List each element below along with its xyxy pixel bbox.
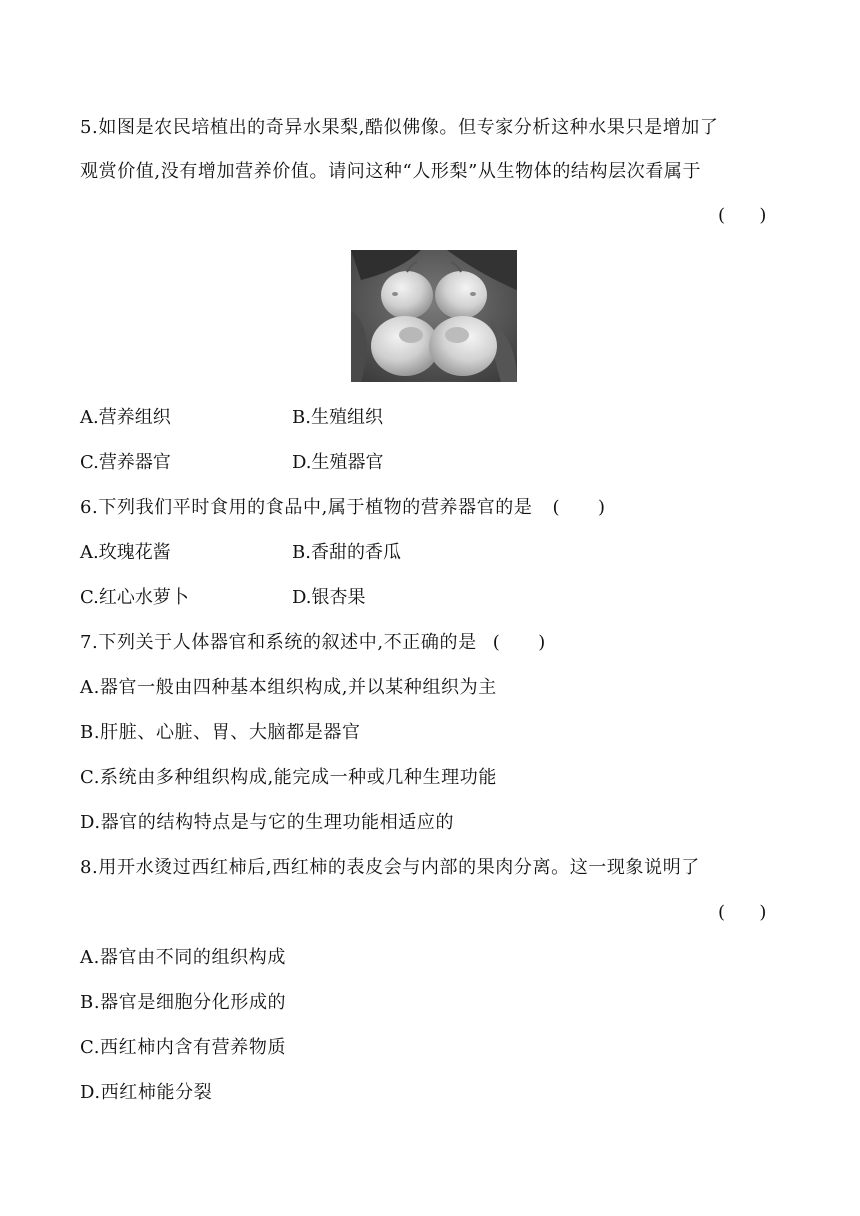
q5-stem-line1: 5.如图是农民培植出的奇异水果梨,酷似佛像。但专家分析这种水果只是增加了 [80, 117, 719, 138]
pear-figure-image [351, 250, 517, 382]
q8-answer-paren: ( ) [718, 902, 767, 923]
q8-option-d: D.西红柿能分裂 [80, 1082, 213, 1103]
q7-answer-paren: ( ) [492, 632, 546, 653]
q8-option-a: A.器官由不同的组织构成 [80, 947, 286, 968]
q7-stem-text: 7.下列关于人体器官和系统的叙述中,不正确的是 [80, 632, 477, 653]
q7-option-c: C.系统由多种组织构成,能完成一种或几种生理功能 [80, 767, 497, 788]
q7-option-b: B.肝脏、心脏、胃、大脑都是器官 [80, 722, 361, 743]
q7-stem [80, 631, 546, 655]
q7-option-a: A.器官一般由四种基本组织构成,并以某种组织为主 [80, 677, 497, 698]
q5-stem-line2: 观赏价值,没有增加营养价值。请问这种“人形梨”从生物体的结构层次看属于 [80, 161, 702, 182]
q6-answer-paren: ( ) [552, 497, 606, 518]
q5-option-b: B.生殖组织 [292, 407, 383, 428]
q6-option-b: B.香甜的香瓜 [292, 542, 401, 563]
q7-option-d: D.器官的结构特点是与它的生理功能相适应的 [80, 812, 455, 833]
q6-option-d: D.银杏果 [292, 587, 366, 608]
q5-answer-paren: ( ) [718, 205, 767, 226]
q5-option-a: A.营养组织 [80, 407, 171, 428]
q6-option-c: C.红心水萝卜 [80, 587, 189, 608]
q6-option-a: A.玫瑰花酱 [80, 542, 171, 563]
q8-option-c: C.西红柿内含有营养物质 [80, 1037, 287, 1058]
q5-option-d: D.生殖器官 [292, 452, 384, 473]
q8-option-b: B.器官是细胞分化形成的 [80, 992, 287, 1013]
q6-stem-text: 6.下列我们平时食用的食品中,属于植物的营养器官的是 [80, 497, 533, 518]
q6-stem [80, 496, 606, 520]
q8-stem: 8.用开水烫过西红柿后,西红柿的表皮会与内部的果肉分离。这一现象说明了 [80, 857, 700, 878]
q5-option-c: C.营养器官 [80, 452, 171, 473]
